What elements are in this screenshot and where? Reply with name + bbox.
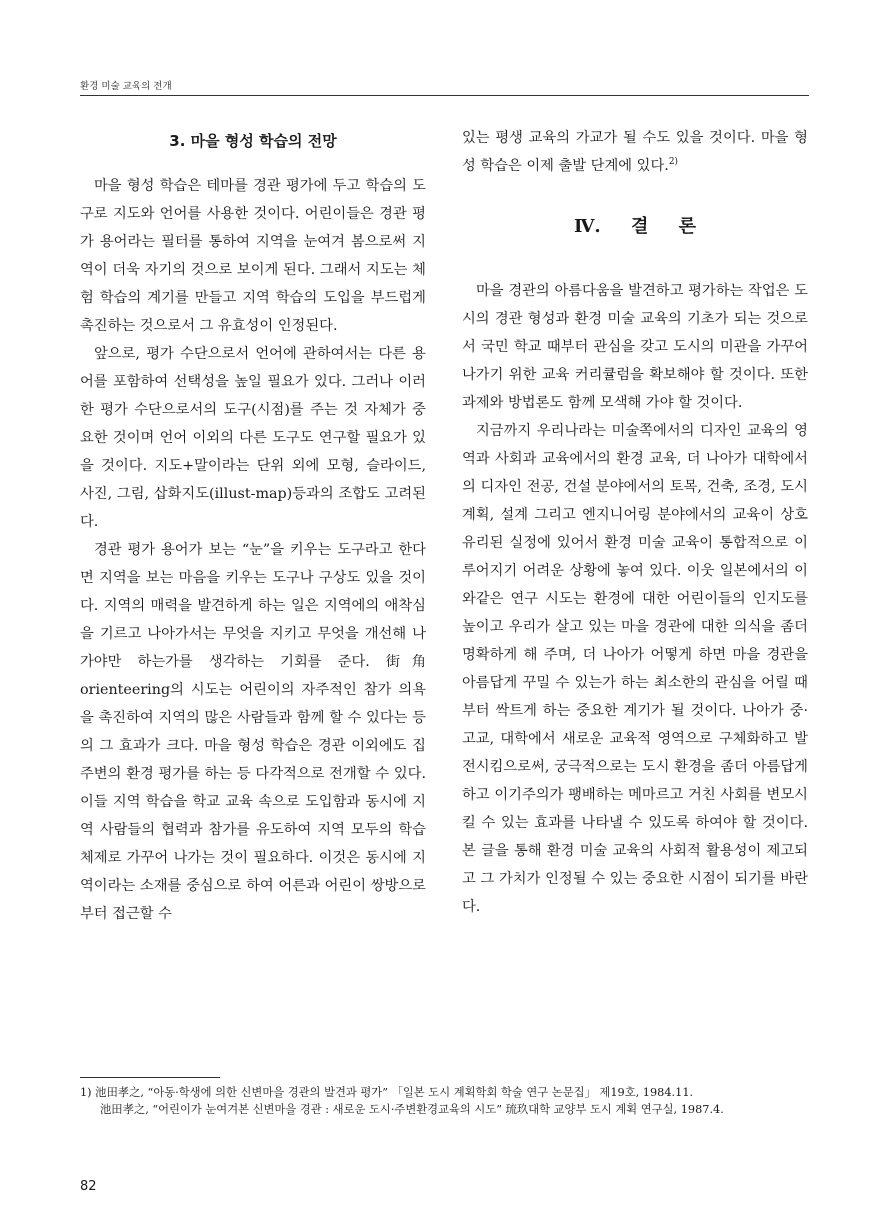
chapter-title: Ⅳ. 결 론 (573, 216, 696, 237)
left-paragraph-1: 마을 형성 학습은 테마를 경관 평가에 두고 학습의 도구로 지도와 언어를 사용한 것이다. 어린이들은 경관 평가 용어라는 필터를 통하여 지역을 눈여겨 봄으로써 지역이 더욱 자기의 것으로 보이게 된다. 그래서 지도는 체험 학습의 계기를 만들고 지역 학습의 도입을 부드럽게 촉진하는 것으로서 그 유효성이 인정된다. (80, 178, 426, 334)
continuation-block (462, 124, 808, 180)
left-column (80, 124, 426, 928)
page-number: 82 (80, 1179, 97, 1194)
section-title: 3. 마을 형성 학습의 전망 (169, 132, 337, 150)
continuation-text: 있는 평생 교육의 가교가 될 수도 있을 것이다. 마을 형성 학습은 이제 출발 단계에 있다. (462, 130, 808, 174)
right-column (462, 124, 808, 921)
header-rule (80, 95, 809, 96)
running-header: 환경 미술 교육의 전개 (80, 81, 172, 92)
right-paragraph-2: 지금까지 우리나라는 미술쪽에서의 디자인 교육의 영역과 사회과 교육에서의 환경 교육, 더 나아가 대학에서의 디자인 전공, 건설 분야에서의 토목, 건축, 조경, 도시 계획, 설계 그리고 엔지니어링 분야에서의 교육이 상호 유리된 실정에 있어서 환경 미술 교육이 통합적으로 이루어지기 어려운 상황에 놓여 있다. 이웃 일본에서의 이와같은 연구 시도는 환경에 대한 어린이들의 인지도를 높이고 우리가 살고 있는 마을 경관에 대한 의식을 좀더 명확하게 해 주며, 더 나아가 어떻게 하면 마을 경관을 아름답게 꾸밀 수 있는가 하는 최소한의 관심을 어릴 때부터 싹트게 하는 중요한 계기가 될 것이다. 나아가 중·고교, 대학에서 새로운 교육적 영역으로 구체화하고 발전시킴으로써, 궁극적으로는 도시 환경을 좀더 아름답게 하고 이기주의가 팽배하는 메마르고 거친 사회를 변모시킬 수 있는 효과를 나타낼 수 있도록 하여야 할 것이다. 본 글을 통해 환경 미술 교육의 사회적 활용성이 제고되고 그 가치가 인정될 수 있는 중요한 시점이 되기를 바란다. (462, 423, 808, 915)
footnotes (80, 1084, 809, 1118)
left-paragraph-2: 앞으로, 평가 수단으로서 언어에 관하여서는 다른 용어를 포함하여 선택성을 높일 필요가 있다. 그러나 이러한 평가 수단으로서의 도구(시점)를 주는 것 자체가 중요한 것이며 언어 이외의 다른 도구도 연구할 필요가 있을 것이다. 지도+말이라는 단위 외에 모형, 슬라이드, 사진, 그림, 삽화지도(illust-map)등과의 조합도 고려된다. (80, 346, 426, 530)
continuation-paragraph (462, 124, 808, 180)
footnote-2: 池田孝之, “어린이가 눈여겨본 신변마을 경관 : 새로운 도시·주변환경교육의 시도” 琉玖대학 교양부 도시 계획 연구실, 1987.4. (100, 1103, 724, 1116)
footnote-ref: 2) (668, 157, 679, 168)
left-paragraph-3: 경관 평가 용어가 보는 “눈”을 키우는 도구라고 한다면 지역을 보는 마음을 키우는 도구나 구상도 있을 것이다. 지역의 매력을 발견하게 하는 일은 지역에의 애착심을 기르고 나아가서는 무엇을 지키고 무엇을 개선해 나가야만 하는가를 생각하는 기회를 준다. 街角 orienteering의 시도는 어린이의 자주적인 참가 의욕을 촉진하여 지역의 많은 사람들과 함께 할 수 있다는 등의 그 효과가 크다. 마을 형성 학습은 경관 이외에도 집 주변의 환경 평가를 하는 등 다각적으로 전개할 수 있다. 이들 지역 학습을 학교 교육 속으로 도입함과 동시에 지역 사람들의 협력과 참가를 유도하여 지역 모두의 학습 체제로 가꾸어 나가는 것이 필요하다. 이것은 동시에 지역이라는 소재를 중심으로 하여 어른과 어린이 쌍방으로부터 접근할 수 (80, 542, 426, 922)
footnote-rule (80, 1077, 220, 1078)
right-paragraph-1: 마을 경관의 아름다움을 발견하고 평가하는 작업은 도시의 경관 형성과 환경 미술 교육의 기초가 되는 것으로서 국민 학교 때부터 관심을 갖고 도시의 미관을 가꾸어 나가기 위한 교육 커리큘럼을 확보해야 할 것이다. 또한 과제와 방법론도 함께 모색해 가야 할 것이다. (462, 283, 808, 411)
footnote-1: 1) 池田孝之, “아동·학생에 의한 신변마을 경관의 발견과 평가” 「일본 도시 계획학회 학술 연구 논문집」 제19호, 1984.11. (80, 1086, 694, 1099)
